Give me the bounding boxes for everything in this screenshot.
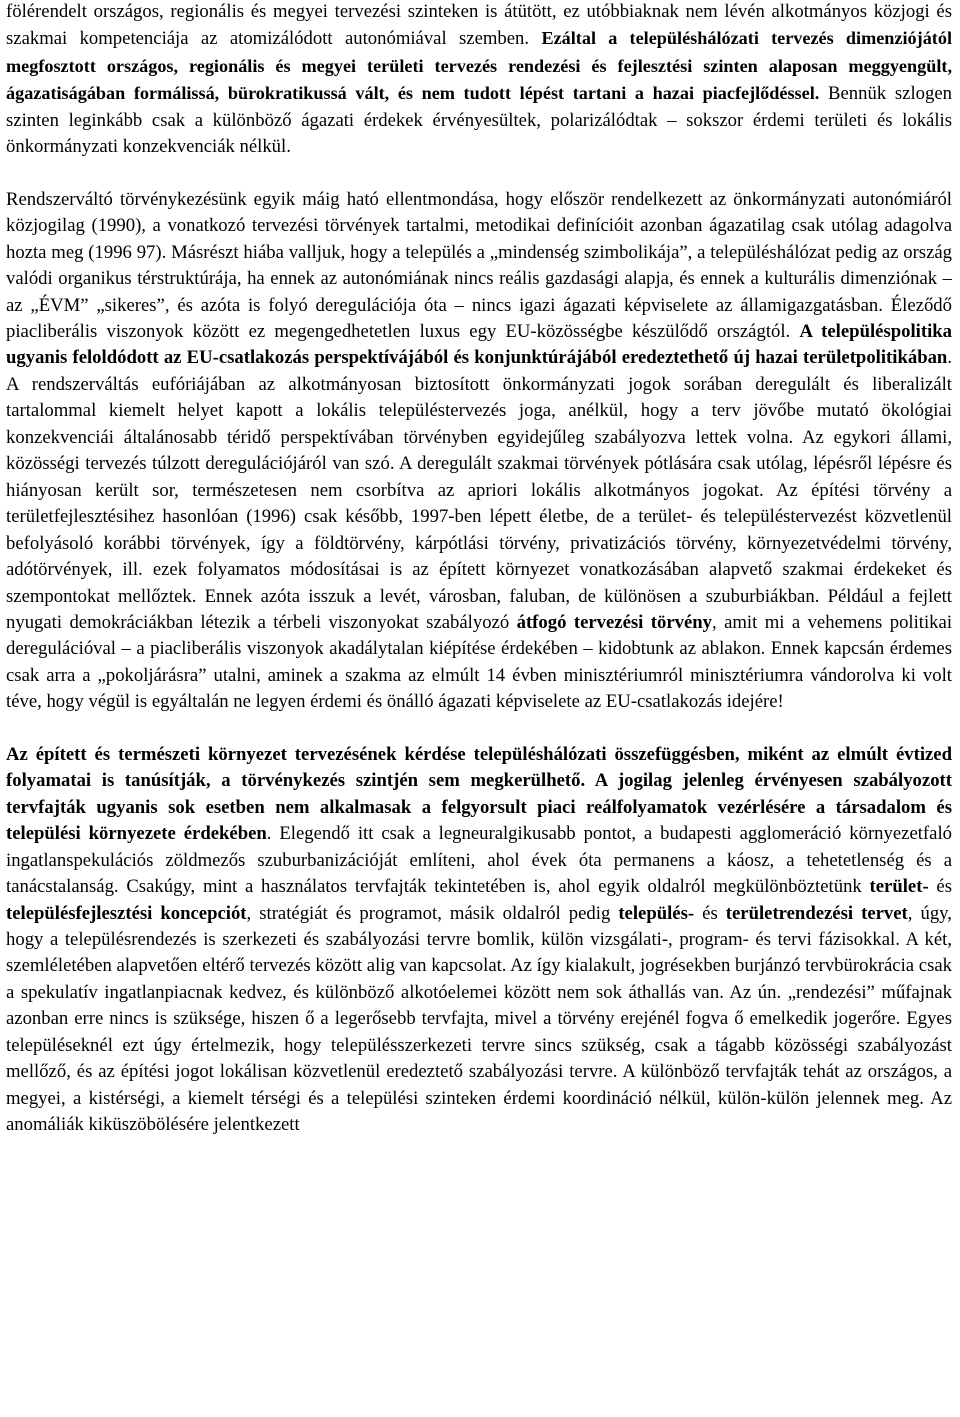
text-segment: , stratégiát és programot, másik oldalról pedig: [246, 902, 619, 924]
bold-text-segment: Az épített és természeti környezet tervezésének kérdése településhálózati összefüggésben, miként az elmúlt évtized folyamatai is tanúsítják, a törvénykezés szintjén sem megkerülhető. A jogilag jelenleg érvényesen szabályozott tervfajták ugyanis sok esetben nem alkalmasak a felgyorsult piaci reálfolyamatok vezérlésére a társadalom és települési környezete érdekében: [6, 743, 952, 845]
paragraph-3: [6, 742, 952, 1139]
document-page: [6, 0, 952, 1139]
bold-text-segment: Ezáltal a településhálózati tervezés dimenziójától megfosztott országos, regionális és megyei területi tervezés rendezési és fejlesztési szinten alaposan meggyengült, ágazatiságában formálissá, bürokratikussá vált, és nem tudott lépést tartani a hazai piacfejlődéssel.: [6, 28, 952, 104]
bold-text-segment: település-: [618, 902, 695, 924]
text-segment: Bennük szlogen szinten leginkább csak a különböző ágazati érdekek érvényesültek, polarizálódtak – sokszor érdemi területi és lokális önkormányzati konzekvenciák nélkül.: [6, 83, 952, 158]
text-segment: . Elegendő itt csak a legneuralgikusabb pontot, a budapesti agglomeráció környezetfaló ingatlanspekulációs zöldmezős szuburbanizációját említeni, ahol évek óta permanens a káosz, a tehetetlenség és a tanácstalanság. Csakúgy, mint a használatos tervfajták tekintetében is, ahol egyik oldalról megkülönböztetünk: [6, 823, 952, 898]
text-segment: és: [694, 902, 726, 924]
paragraph-1: [6, 0, 952, 161]
text-segment: . A rendszerváltás eufóriájában az alkotmányosan biztosított önkormányzati jogok sorában deregulált és liberalizált tartalommal kiemelt helyet kapott a lokális településtervezés joga, anélkül, hogy a terv jövőbe mutató ökológiai konzekvenciái általánosabb téridő perspektívában törvényben egyidejűleg szabályozva lettek volna. Az egykori állami, közösségi tervezés túlzott deregulációjáról van szó. A deregulált szakmai törvények pótlására csak utólag, lépésről lépésre és hiányosan került sor, természetesen nem csorbítva az apriori lokális alkotmányos jogokat. Az építési törvény a területfejlesztésihez hasonlóan (1996) csak később, 1997-ben lépett életbe, de a terület- és településtervezést közvetlenül befolyásoló korábbi törvények, így a földtörvény, kárpótlási törvény, privatizációs törvény, környezetvédelmi törvény, adótörvények, ill. ezek folyamatos módosításai is az épített környezet vonatkozásában alapvető szakmai érdekeket és szempontokat mellőztek. Ennek azóta isszuk a levét, városban, faluban, de különösen a szuburbiákban. Például a fejlett nyugati demokráciákban létezik a térbeli viszonyokat szabályozó: [6, 347, 952, 633]
text-segment: fölérendelt országos, regionális és megyei tervezési szinteken is átütött, ez utóbbiaknak nem lévén alkotmányos közjogi és szakmai kompetenciája az atomizálódott autonómiával szemben.: [6, 1, 952, 50]
text-segment: , amit mi a vehemens politikai deregulációval – a piacliberális viszonyok akadálytalan kiépítése érdekében – kidobtunk az ablakon. Ennek kapcsán érdemes csak arra a „pokoljárásra” utalni, aminek a szakma az elmúlt 14 évben minisztériumról minisztériumra vándorolva ki volt téve, hogy végül is egyáltalán ne legyen érdemi és önálló ágazati képviselete az EU-csatlakozás idejére!: [6, 611, 953, 713]
paragraph-2: [6, 187, 952, 716]
bold-text-segment: területrendezési tervet: [725, 902, 908, 924]
bold-text-segment: településfejlesztési koncepciót: [6, 902, 247, 924]
bold-text-segment: terület-: [869, 876, 929, 898]
text-segment: Rendszerváltó törvénykezésünk egyik máig ható ellentmondása, hogy először rendelkezett az önkormányzati autonómiáról közjogilag (1990), a vonatkozó tervezési törvények tartalmi, metodikai definícióit azonban ágazatilag csak utólag adagolva hozta meg (1996 97). Másrészt hiába valljuk, hogy a település a „mindenség szimbolikája”, a településhálózat pedig az ország valódi organikus térstruktúrája, ha ennek az autonómiának nincs reális gazdasági alapja, és ennek a kulturális dimenziónak – az „ÉVM” „sikeres”, és azóta is folyó deregulációja óta – nincs igazi ágazati képviselete az államigazgatásban. Éleződő piacliberális viszonyok között ez megengedhetetlen luxus egy EU-közösségbe készülődő országtól.: [6, 188, 952, 342]
bold-text-segment: A településpolitika ugyanis feloldódott az EU-csatlakozás perspektívájából és konjunktúrájából eredeztethető új hazai területpolitikában: [6, 320, 952, 369]
bold-text-segment: átfogó tervezési törvény: [516, 611, 713, 633]
text-segment: és: [928, 876, 952, 898]
text-segment: , úgy, hogy a településrendezés is szerkezeti és szabályozási tervre bomlik, külön vizsgálati-, program- és tervi fázisokkal. A két, szemléletében alapvetően eltérő tervezés között alig van kapcsolat. Az így kialakult, jogrésekben burjánzó tervbürokrácia csak a spekulatív ingatlanpiacnak kedvez, és különböző alkotóelemei között nem sok áthallás van. Az ún. „rendezési” műfajnak azonban erre nincs is szüksége, hiszen ő a legerősebb tervfajta, mivel a törvény erejénél fogva ő emelkedik jogerőre. Egyes településeknél ezt úgy értelmezik, hogy településszerkezeti tervre sincs szükség, csak a tágabb közösségi szabályozást mellőző, és az építési jogot lokálisan közvetlenül eredeztető szabályozási tervre. A különböző tervfajták tehát az országos, a megyei, a kistérségi, a kiemelt térségi és a települési szinteken érdemi koordináció nélkül, külön-külön jelennek meg. Az anomáliák kiküszöbölésére jelentkezett: [6, 902, 952, 1136]
